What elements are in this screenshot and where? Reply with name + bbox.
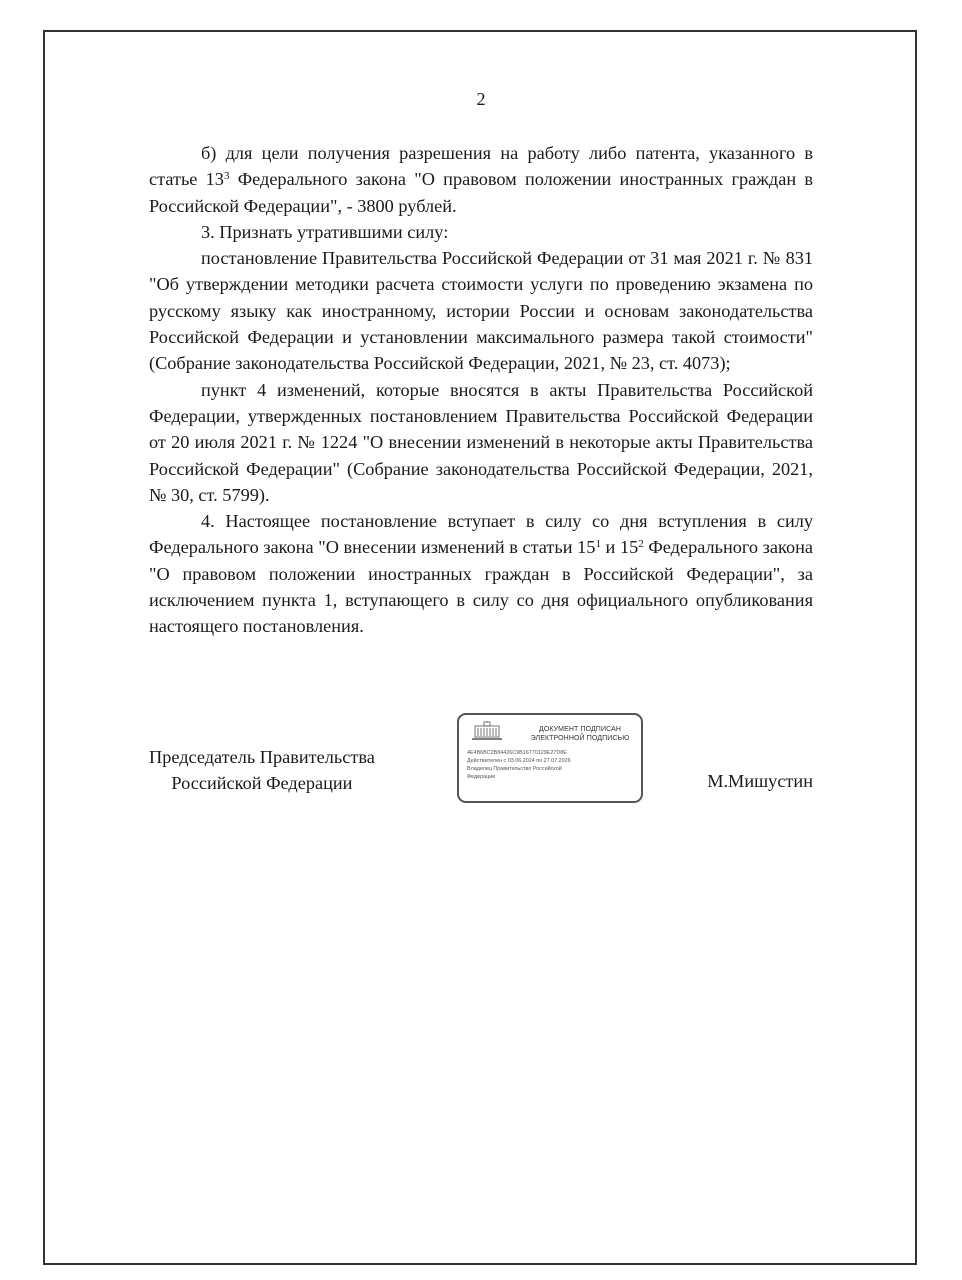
stamp-details [467, 749, 637, 781]
article-superscript: 2 [638, 538, 644, 551]
stamp-header [519, 725, 641, 743]
paragraph-4-text-1: 4. Настоящее постановление вступает в силу со дня вступления в силу Федерального закона "О внесении изменений в статьи 15 [149, 511, 813, 558]
signer-title-line-2: Российской Федерации [171, 773, 353, 793]
article-superscript: 1 [595, 538, 601, 551]
government-building-icon [471, 721, 503, 741]
stamp-header-line-2: ЭЛЕКТРОННОЙ ПОДПИСЬЮ [530, 735, 630, 742]
paragraph-fee-b-text-1: б) для цели получения разрешения на работу либо патента, указанного в статье 13 [149, 143, 813, 190]
stamp-validity: Действителен с 03.06.2024 по 27.07.2026 [467, 758, 571, 764]
signer-name: М.Мишустин [707, 771, 813, 791]
electronic-signature-stamp [457, 713, 643, 803]
document-body [149, 140, 813, 640]
paragraph-item-4: пункт 4 изменений, которые вносятся в акты Правительства Российской Федерации, утвержденных постановлением Правительства Российской Федерации от 20 июля 2021 г. № 1224 "О внесении изменений в некоторые акты Правительства Российской Федерации" (Собрание законодательства Российской Федерации, 2021, № 30, ст. 5799). [149, 379, 813, 505]
paragraph-fee-b-text-2: Федерального закона "О правовом положении иностранных граждан в Российской Федерации", - 3800 рублей. [149, 169, 813, 216]
paragraph-4 [149, 508, 813, 639]
stamp-certificate: 4E4B6BC2B84426C9B16770129E27D8E [467, 750, 567, 756]
paragraph-4-text-3: Федерального закона "О правовом положении иностранных граждан в Российской Федерации", за исключением пункта 1, вступающего в силу со дня официального опубликования настоящего постановления. [149, 537, 813, 637]
signer-title-line-1: Председатель Правительства [149, 747, 375, 767]
signer-title [149, 744, 375, 796]
paragraph-4-text-2: и 15 [600, 537, 639, 558]
stamp-owner-line-1: Владелец Правительство Российской [467, 766, 562, 772]
article-superscript: 3 [223, 170, 230, 183]
paragraph-resolution-831: постановление Правительства Российской Федерации от 31 мая 2021 г. № 831 "Об утверждении методики расчета стоимости услуги по проведению экзамена по русскому языку как иностранному, истории России и основам законодательства Российской Федерации и установлении максимального размера такой стоимости" (Собрание законодательства Российской Федерации, 2021, № 23, ст. 4073); [149, 248, 813, 374]
paragraph-3: 3. Признать утратившими силу: [201, 221, 449, 242]
stamp-header-line-1: ДОКУМЕНТ ПОДПИСАН [538, 726, 621, 733]
page-number: 2 [476, 89, 486, 109]
stamp-owner-line-2: Федерации [467, 774, 496, 780]
paragraph-fee-b [149, 140, 813, 219]
